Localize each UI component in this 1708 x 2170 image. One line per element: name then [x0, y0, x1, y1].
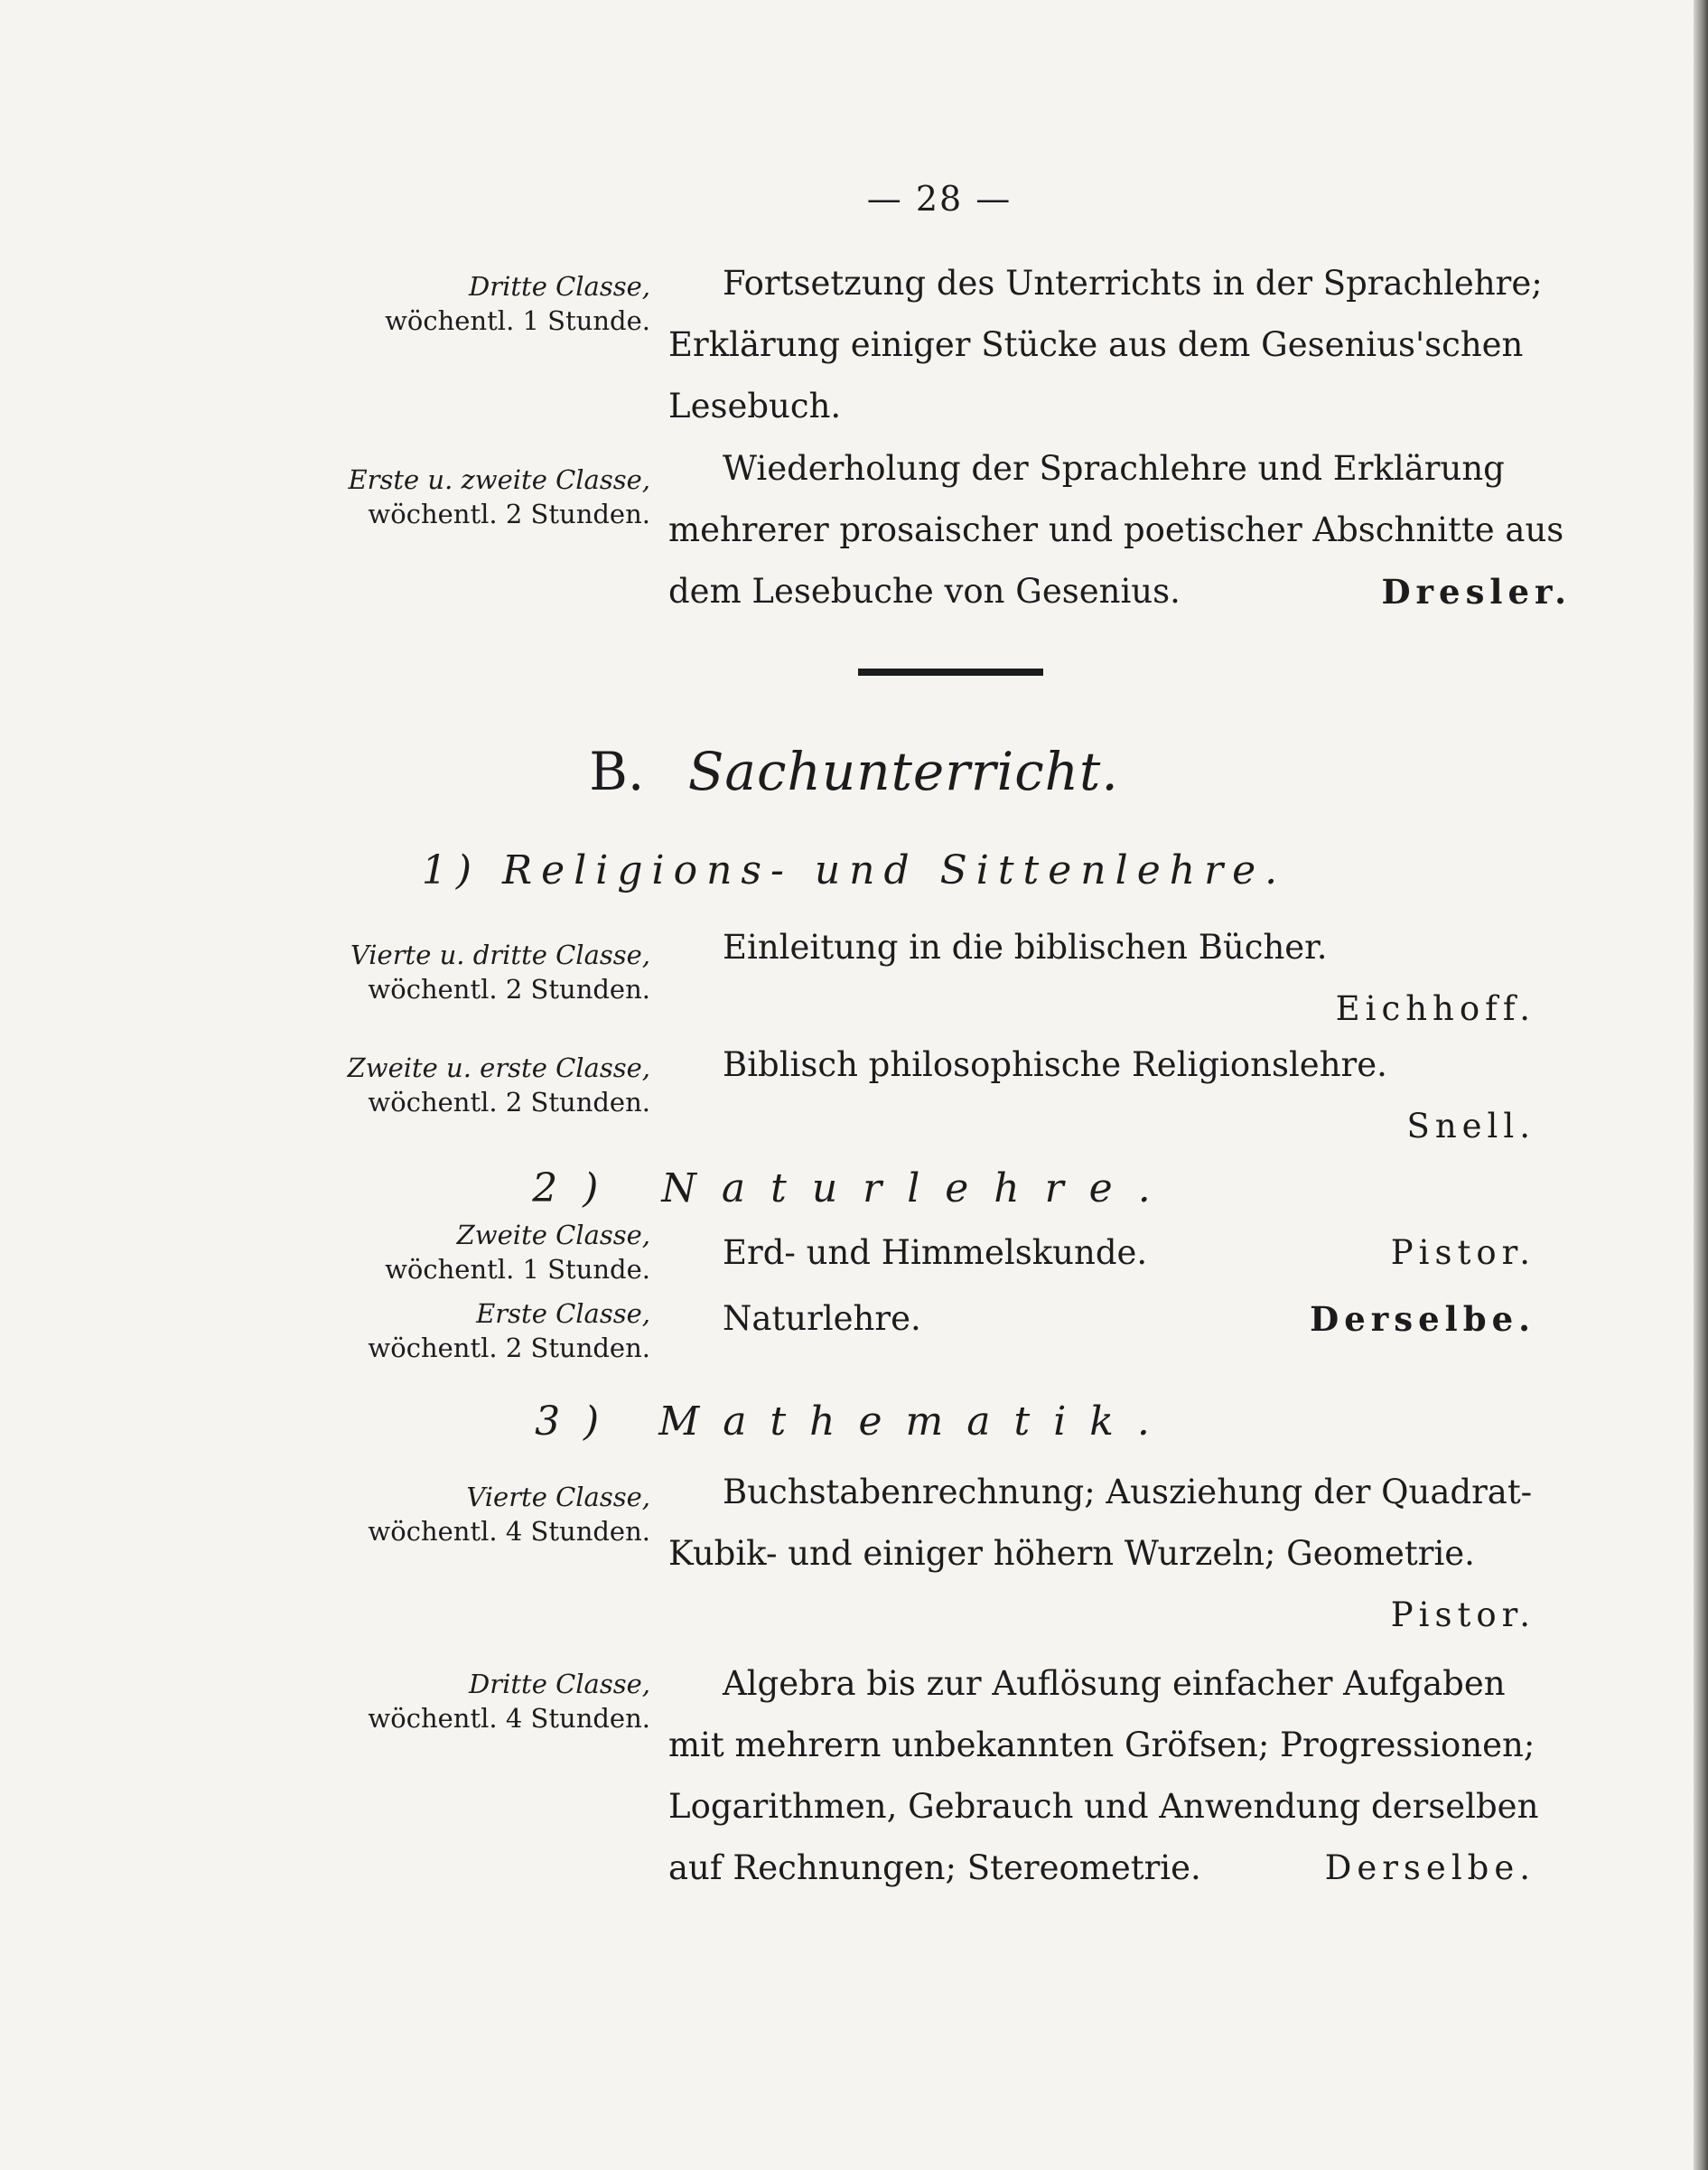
teacher-name: Eichhoff. [1335, 989, 1535, 1028]
teacher-name: Dresler. [1381, 572, 1572, 612]
entry-text [668, 438, 1572, 622]
hours-label: wöchentl. 2 Stunden. [368, 1087, 650, 1118]
margin-note [271, 1667, 650, 1735]
class-label: Dritte Classe, [469, 1669, 650, 1699]
margin-note [271, 269, 650, 338]
text-line: Erklärung einiger Stücke aus dem Gesenius'schen [668, 325, 1524, 364]
text-line: Algebra bis zur Auflösung einfacher Aufgaben [723, 1664, 1506, 1703]
hours-label: wöchentl. 2 Stunden. [368, 499, 650, 529]
entry-text [668, 1462, 1572, 1646]
text-line: Biblisch philosophische Religionslehre. [723, 1045, 1387, 1084]
section-heading [0, 741, 1708, 802]
hours-label: wöchentl. 4 Stunden. [368, 1516, 650, 1547]
text-line: Wiederholung der Sprachlehre und Erklärung [723, 449, 1505, 488]
hours-label: wöchentl. 1 Stunde. [385, 1254, 650, 1285]
entry-row [668, 1299, 1535, 1339]
section-title: Sachunterricht. [687, 741, 1119, 802]
page-edge-shadow [1694, 0, 1708, 2170]
margin-note [271, 463, 650, 531]
section-letter: B. [589, 741, 645, 802]
text-line-with-teacher [668, 561, 1572, 622]
text-line: Kubik- und einiger höhern Wurzeln; Geometrie. [668, 1534, 1475, 1573]
class-label: Vierte Classe, [466, 1482, 650, 1512]
class-label: Zweite u. erste Classe, [347, 1052, 650, 1083]
margin-note [271, 1051, 650, 1119]
text-line-with-teacher [668, 1838, 1572, 1899]
subsection-heading: 1) Religions- und Sittenlehre. [421, 847, 1287, 893]
text-line: Buchstabenrechnung; Ausziehung der Quadrat- [723, 1473, 1533, 1511]
section-divider [858, 669, 1043, 676]
text-line: mehrerer prosaischer und poetischer Abschnitte aus [668, 510, 1564, 549]
class-label: Erste Classe, [476, 1298, 650, 1329]
teacher-name: Pistor. [1390, 1595, 1535, 1634]
class-label: Erste u. zweite Classe, [348, 464, 650, 495]
margin-note [271, 1480, 650, 1548]
class-label: Zweite Classe, [456, 1220, 650, 1250]
text-line: Logarithmen, Gebrauch und Anwendung derselben [668, 1787, 1539, 1826]
teacher-name: Derselbe. [1324, 1848, 1535, 1887]
entry-text: Naturlehre. [723, 1299, 921, 1338]
entry-text [668, 917, 1535, 1040]
class-label: Dritte Classe, [469, 271, 650, 302]
text-line: Lesebuch. [668, 387, 842, 426]
text-line: dem Lesebuche von Gesenius. [668, 572, 1181, 611]
entry-text: Erd- und Himmelskunde. [723, 1233, 1148, 1272]
text-line: mit mehrern unbekannten Gröfsen; Progressionen; [668, 1726, 1535, 1764]
class-label: Vierte u. dritte Classe, [350, 940, 650, 970]
margin-note [271, 938, 650, 1006]
teacher-name: Snell. [1406, 1107, 1535, 1146]
text-line: Einleitung in die biblischen Bücher. [723, 928, 1328, 967]
teacher-name: Derselbe. [1310, 1299, 1535, 1339]
text-line: auf Rechnungen; Stereometrie. [668, 1848, 1201, 1887]
subsection-heading: 3) Mathematik. [535, 1398, 1173, 1445]
hours-label: wöchentl. 4 Stunden. [368, 1703, 650, 1734]
hours-label: wöchentl. 1 Stunde. [385, 305, 650, 336]
entry-text [668, 1653, 1572, 1899]
teacher-name: Pistor. [1390, 1233, 1535, 1272]
margin-note [271, 1218, 650, 1286]
margin-note [271, 1296, 650, 1365]
entry-row [668, 1233, 1535, 1272]
hours-label: wöchentl. 2 Stunden. [368, 974, 650, 1005]
page-number: — 28 — [866, 179, 1013, 219]
hours-label: wöchentl. 2 Stunden. [368, 1333, 650, 1363]
text-line: Fortsetzung des Unterrichts in der Sprachlehre; [723, 264, 1543, 303]
subsection-heading: 2) Naturlehre. [532, 1165, 1176, 1211]
entry-text [668, 253, 1572, 437]
entry-text [668, 1034, 1535, 1157]
